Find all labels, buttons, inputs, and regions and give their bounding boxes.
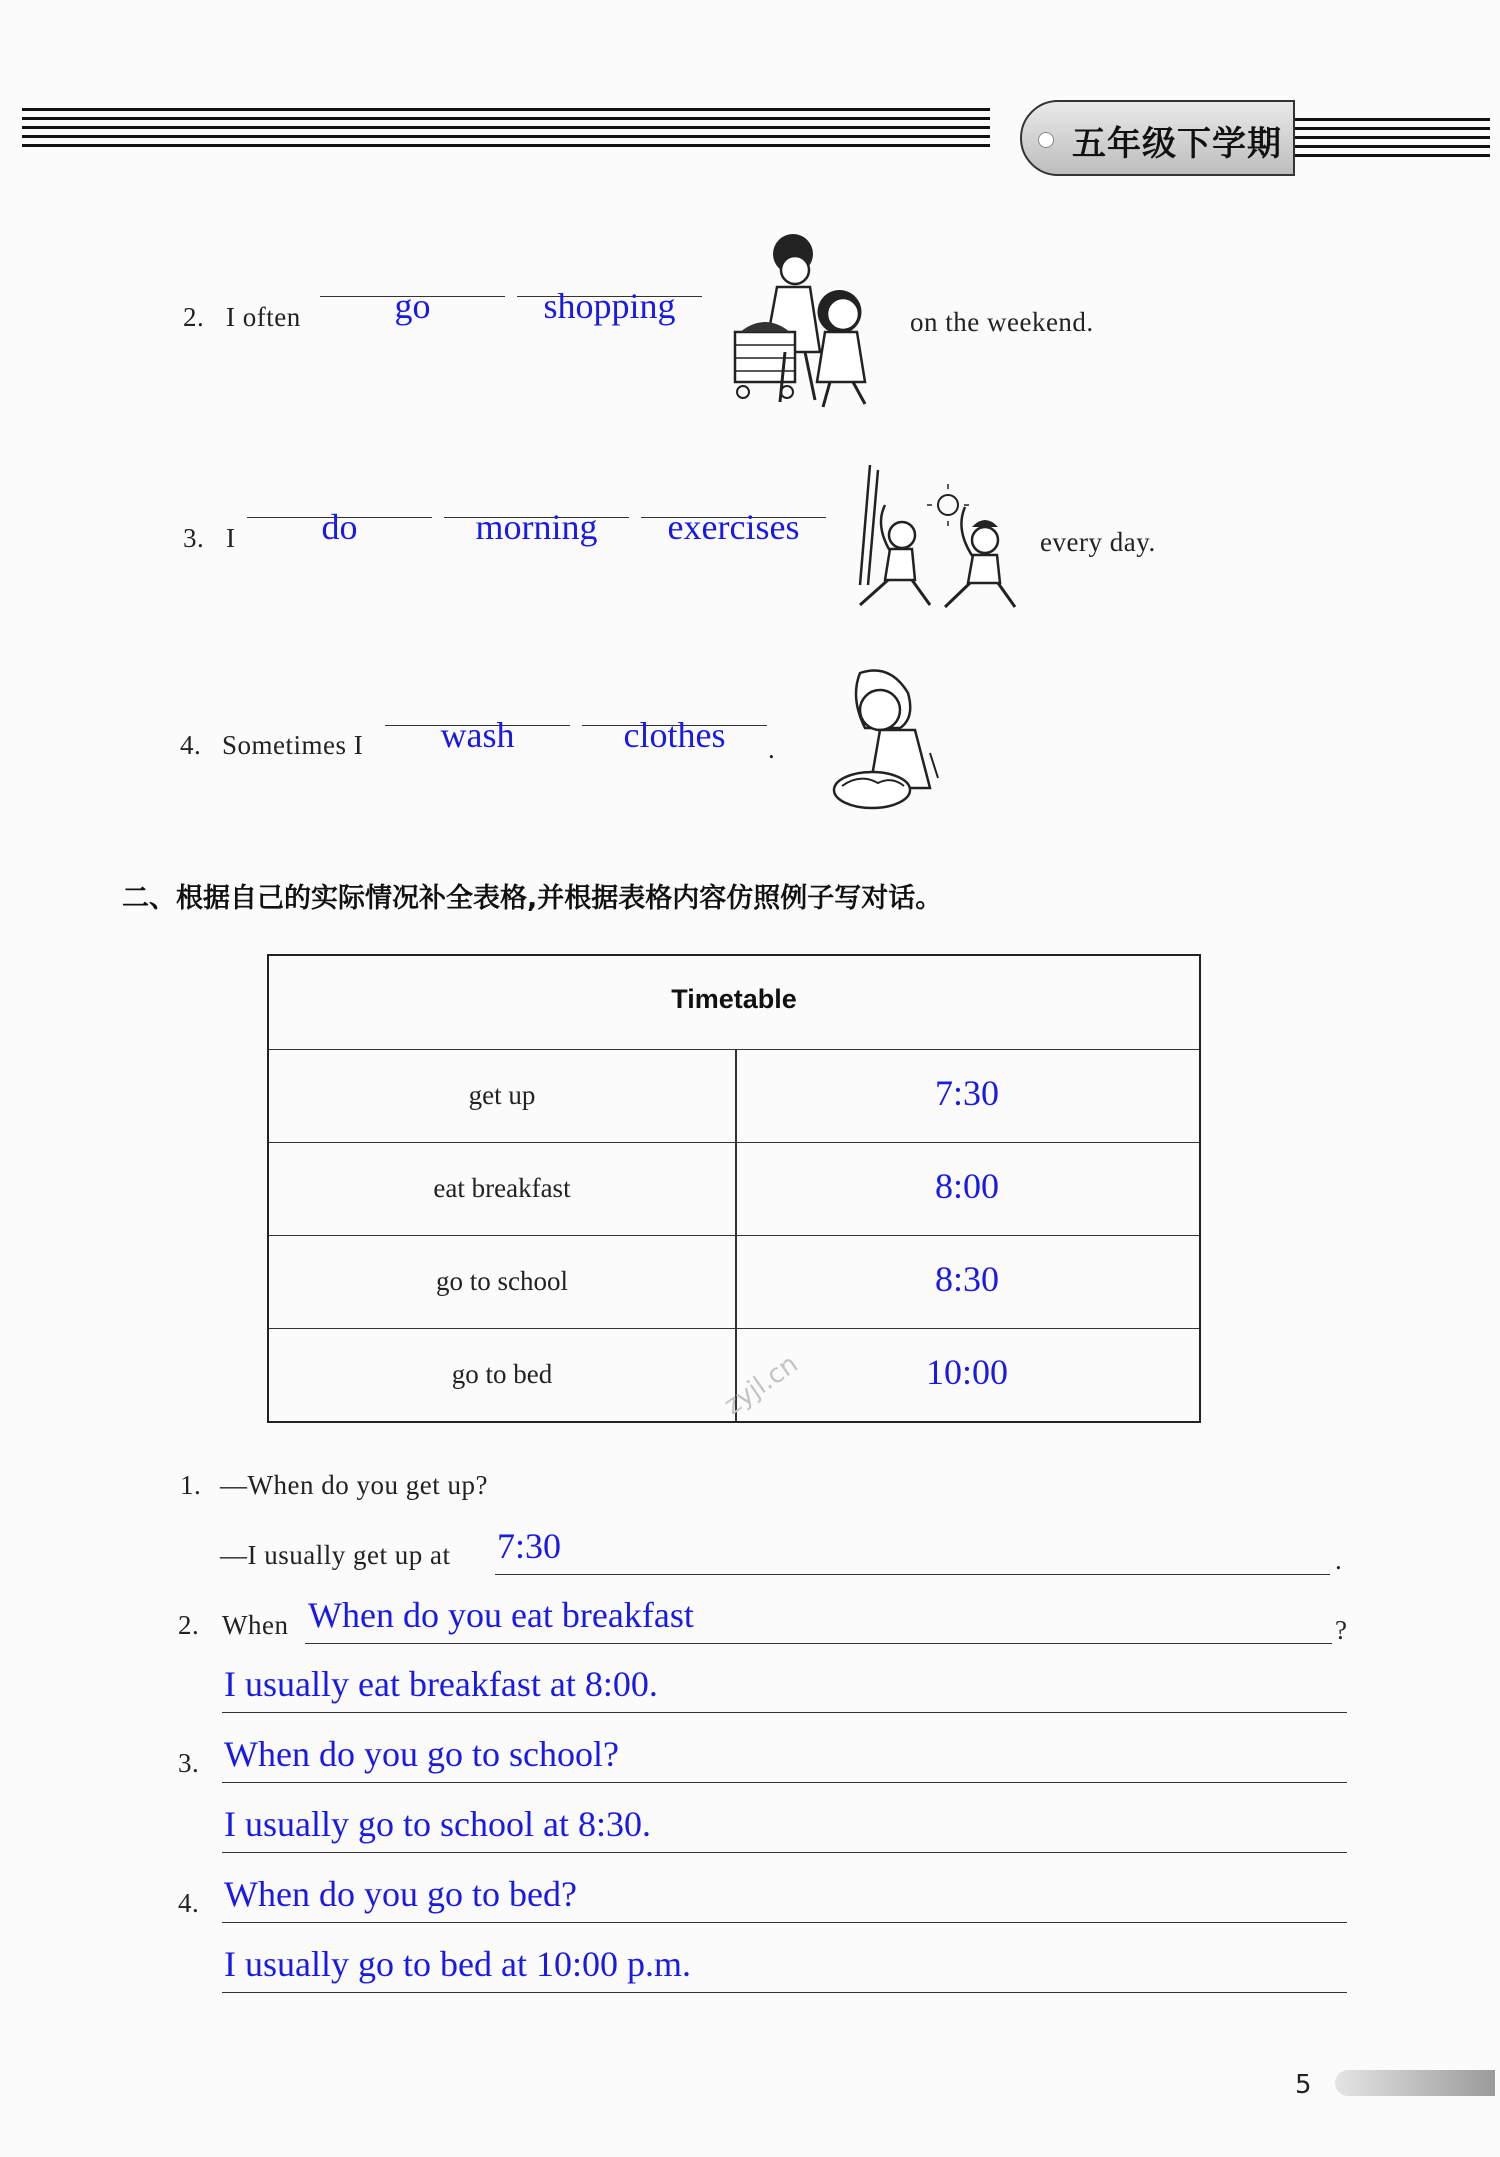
answer-text: When do you eat breakfast [308, 1595, 694, 1635]
table-row-rule [269, 1328, 1199, 1329]
time-cell[interactable]: 8:30 [934, 1259, 999, 1299]
washing-illustration [820, 668, 950, 823]
answer-line[interactable] [222, 1852, 1347, 1853]
item-prefix: I often [226, 302, 301, 332]
exercise-illustration [830, 465, 1030, 615]
table-row-rule [269, 1049, 1199, 1050]
shopping-illustration [725, 232, 895, 412]
answer-text: I usually go to bed at 10:00 p.m. [224, 1944, 691, 1984]
answer-text: When do you go to bed? [224, 1874, 577, 1914]
answer-line[interactable] [305, 1643, 1332, 1644]
answer-text: go [394, 286, 431, 326]
answer-text: I usually eat breakfast at 8:00. [224, 1664, 658, 1704]
answer-text: shopping [543, 286, 676, 326]
item-number: 4. [180, 730, 202, 760]
answer-text: clothes [623, 715, 726, 755]
activity-cell: go to bed [451, 1359, 553, 1389]
answer-text: wash [440, 715, 515, 755]
answer-line[interactable] [222, 1922, 1347, 1923]
answer-line[interactable] [222, 1712, 1347, 1713]
grade-badge [1020, 100, 1295, 176]
dialogue-question: —When do you get up? [220, 1470, 488, 1500]
answer-text: I usually go to school at 8:30. [224, 1804, 651, 1844]
dialogue-number: 3. [178, 1748, 200, 1778]
badge-dot [1038, 132, 1054, 148]
table-row-rule [269, 1235, 1199, 1236]
item-number: 3. [183, 523, 205, 553]
page-number: 5 [1295, 2070, 1312, 2100]
answer-line[interactable] [222, 1992, 1347, 1993]
answer-text: morning [475, 507, 598, 547]
answer-text: do [321, 507, 358, 547]
answer-text: exercises [667, 507, 800, 547]
section-heading: 二、根据自己的实际情况补全表格,并根据表格内容仿照例子写对话。 [122, 883, 943, 914]
dialogue-number: 4. [178, 1888, 200, 1918]
dialogue-number: 1. [180, 1470, 202, 1500]
grade-title: 五年级下学期 [1072, 124, 1282, 164]
dialogue-end: . [1335, 1545, 1343, 1575]
page-number-bar [1335, 2070, 1495, 2096]
item-prefix: Sometimes I [222, 730, 364, 760]
watermark: zyjl.cn [718, 1349, 804, 1421]
dialogue-answer-prefix: —I usually get up at [220, 1540, 451, 1570]
table-title: Timetable [671, 984, 797, 1014]
time-cell[interactable]: 8:00 [934, 1166, 999, 1206]
answer-text: When do you go to school? [224, 1734, 619, 1774]
item-suffix: . [768, 734, 776, 764]
answer-line[interactable] [495, 1574, 1330, 1575]
answer-line[interactable] [222, 1782, 1347, 1783]
time-cell[interactable]: 7:30 [934, 1073, 999, 1113]
item-number: 2. [183, 302, 205, 332]
timetable [267, 954, 1201, 1423]
activity-cell: go to school [436, 1266, 568, 1296]
item-suffix: on the weekend. [910, 307, 1094, 337]
dialogue-end: ? [1335, 1615, 1348, 1645]
dialogue-number: 2. [178, 1610, 200, 1640]
item-prefix: I [226, 523, 236, 553]
table-row-rule [269, 1142, 1199, 1143]
activity-cell: get up [468, 1080, 536, 1110]
answer-text: 7:30 [497, 1526, 562, 1566]
dialogue-question-prefix: When [222, 1610, 289, 1640]
time-cell[interactable]: 10:00 [925, 1352, 1008, 1392]
item-suffix: every day. [1040, 527, 1156, 557]
activity-cell: eat breakfast [433, 1173, 571, 1203]
